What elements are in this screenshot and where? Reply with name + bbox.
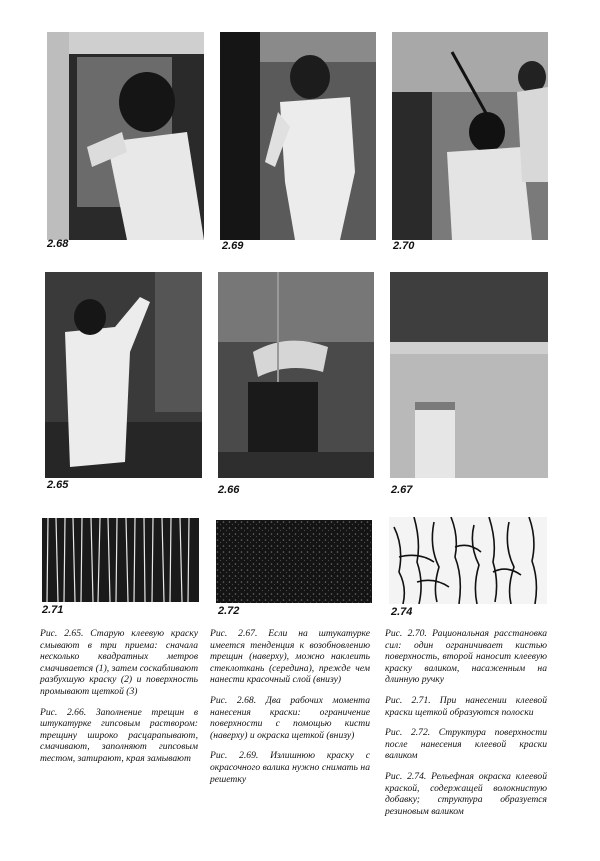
figure-2-68-photo: [47, 32, 204, 240]
figure-number-2-72: 2.72: [218, 605, 240, 617]
figure-number-2-69: 2.69: [222, 240, 244, 252]
figure-number-2-71: 2.71: [42, 604, 64, 616]
figure-number-2-70: 2.70: [393, 240, 415, 252]
caption-2-66: Рис. 2.66. Заполнение трещин в штукатурке гипсовым раствором: трещину широко расцарапывают, смачивают, заполняют гипсовым тестом, затирают, края замывают: [40, 706, 198, 764]
figure-2-65-photo: [45, 272, 202, 478]
figure-number-2-67: 2.67: [391, 484, 413, 496]
figure-2-74-photo: [389, 517, 547, 604]
figure-2-69-photo: [220, 32, 376, 240]
caption-2-67: Рис. 2.67. Если на штукатурке имеется тенденция к возобновлению трещин (наверху), можно наклеить стеклоткань (середина), прежде чем нанести красочный слой (внизу): [210, 628, 370, 686]
figure-2-66-photo: [218, 272, 374, 478]
caption-2-74: Рис. 2.74. Рельефная окраска клеевой краской, содержащей волокнистую добавку; структура образуется резиновым валиком: [385, 770, 547, 817]
caption-2-72: Рис. 2.72. Структура поверхности после нанесения клеевой краски валиком: [385, 727, 547, 762]
caption-column-2: [210, 628, 370, 794]
figure-number-2-65: 2.65: [47, 479, 69, 491]
figure-number-2-66: 2.66: [218, 484, 240, 496]
caption-2-65: Рис. 2.65. Старую клеевую краску смывают в три приема: сначала несколько квадратных метров смачивается (1), затем соскабливают разбухшую краску (2) и поверхность промывают щеткой (3): [40, 628, 198, 697]
caption-column-1: [40, 628, 198, 774]
caption-2-70: Рис. 2.70. Рациональная расстановка сил: один ограничивает кистью поверхность, второй наносит клеевую краску валиком, насаженным на длинную ручку: [385, 628, 547, 686]
caption-2-69: Рис. 2.69. Излишнюю краску с окрасочного валика нужно снимать на решетку: [210, 750, 370, 785]
figure-2-67-photo: [390, 272, 548, 478]
figure-2-70-photo: [392, 32, 548, 240]
figure-2-72-photo: [216, 520, 372, 603]
figure-number-2-74: 2.74: [391, 606, 413, 618]
figure-number-2-68: 2.68: [47, 238, 69, 250]
figure-2-71-photo: [42, 518, 199, 602]
caption-2-71: Рис. 2.71. При нанесении клеевой краски щеткой образуются полоски: [385, 694, 547, 718]
caption-column-3: [385, 628, 547, 826]
caption-2-68: Рис. 2.68. Два рабочих момента нанесения краски: ограничение поверхности с помощью кисти (наверху) и окраска щеткой (внизу): [210, 694, 370, 741]
